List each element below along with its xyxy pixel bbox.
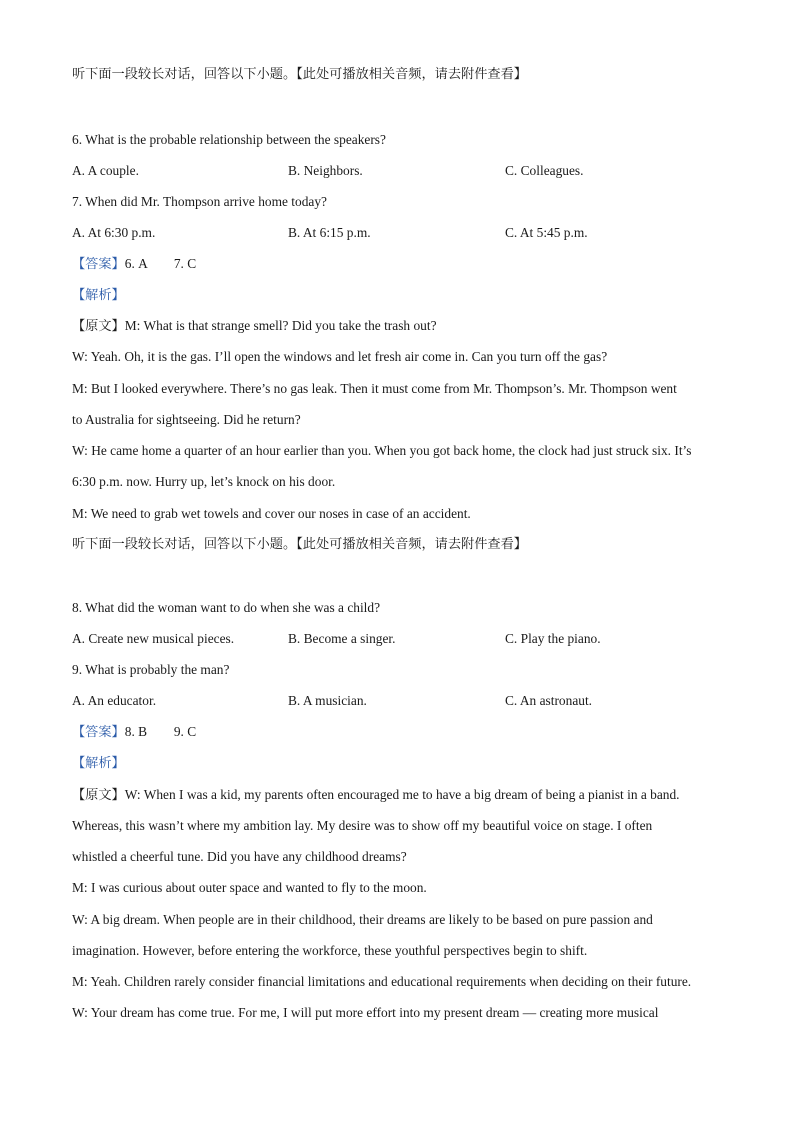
section2-transcript-line: W: A big dream. When people are in their childhood, their dreams are likely to be based on pure passion and	[72, 912, 653, 927]
answer-tag: 【答案】	[72, 725, 125, 740]
original-tag: 【原文】	[72, 788, 125, 803]
section2-answer	[72, 723, 196, 742]
q7-option-a: A. At 6:30 p.m.	[72, 225, 156, 240]
q6-option-c: C. Colleagues.	[505, 163, 584, 178]
answer-text: 8. B 9. C	[124, 724, 197, 739]
section1-answer	[72, 255, 196, 274]
q8-option-c: C. Play the piano.	[505, 631, 601, 646]
analysis-tag: 【解析】	[72, 288, 125, 303]
section1-analysis	[72, 286, 125, 305]
section2-transcript-line: W: Your dream has come true. For me, I will put more effort into my present dream — creating more musical	[72, 1005, 659, 1020]
transcript-text: M: What is that strange smell? Did you take the trash out?	[124, 318, 437, 333]
q7-option-c: C. At 5:45 p.m.	[505, 225, 588, 240]
q8-option-b: B. Become a singer.	[288, 631, 396, 646]
q9-option-c: C. An astronaut.	[505, 693, 593, 708]
section1-transcript-line: 6:30 p.m. now. Hurry up, let’s knock on his door.	[72, 474, 336, 489]
section2-instruction: 听下面一段较长对话，回答以下小题。【此处可播放相关音频，请去附件查看】	[72, 537, 527, 552]
section2-transcript-line: Whereas, this wasn’t where my ambition lay. My desire was to show off my beautiful voice on stage. I often	[72, 818, 653, 833]
section1-transcript-line	[72, 317, 437, 336]
question-8: 8. What did the woman want to do when she was a child?	[72, 600, 381, 615]
section2-transcript-line: M: I was curious about outer space and wanted to fly to the moon.	[72, 880, 427, 895]
section1-transcript-line: M: But I looked everywhere. There’s no gas leak. Then it must come from Mr. Thompson’s. Mr. Thompson went	[72, 381, 677, 396]
question-6: 6. What is the probable relationship between the speakers?	[72, 132, 386, 147]
section1-instruction: 听下面一段较长对话，回答以下小题。【此处可播放相关音频，请去附件查看】	[72, 67, 527, 82]
q7-option-b: B. At 6:15 p.m.	[288, 225, 371, 240]
section2-transcript-line: M: Yeah. Children rarely consider financial limitations and educational requirements when deciding on their future.	[72, 974, 692, 989]
section2-transcript-line: imagination. However, before entering the workforce, these youthful perspectives begin to shift.	[72, 943, 588, 958]
answer-text: 6. A 7. C	[124, 256, 197, 271]
section1-transcript-line: M: We need to grab wet towels and cover our noses in case of an accident.	[72, 506, 471, 521]
transcript-text: W: When I was a kid, my parents often encouraged me to have a big dream of being a pianist in a band.	[124, 787, 680, 802]
section1-transcript-line: W: He came home a quarter of an hour earlier than you. When you got back home, the clock had just struck six. It’s	[72, 443, 692, 458]
q6-option-a: A. A couple.	[72, 163, 139, 178]
question-9: 9. What is probably the man?	[72, 662, 230, 677]
section1-transcript-line: W: Yeah. Oh, it is the gas. I’ll open the windows and let fresh air come in. Can you turn off the gas?	[72, 349, 608, 364]
original-tag: 【原文】	[72, 319, 125, 334]
q6-option-b: B. Neighbors.	[288, 163, 363, 178]
section1-transcript-line: to Australia for sightseeing. Did he return?	[72, 412, 301, 427]
analysis-tag: 【解析】	[72, 756, 125, 771]
section2-analysis	[72, 754, 125, 773]
question-7: 7. When did Mr. Thompson arrive home today?	[72, 194, 327, 209]
answer-tag: 【答案】	[72, 257, 125, 272]
q9-option-a: A. An educator.	[72, 693, 157, 708]
section2-transcript-line	[72, 786, 680, 805]
section2-transcript-line: whistled a cheerful tune. Did you have any childhood dreams?	[72, 849, 407, 864]
q8-option-a: A. Create new musical pieces.	[72, 631, 235, 646]
q9-option-b: B. A musician.	[288, 693, 367, 708]
